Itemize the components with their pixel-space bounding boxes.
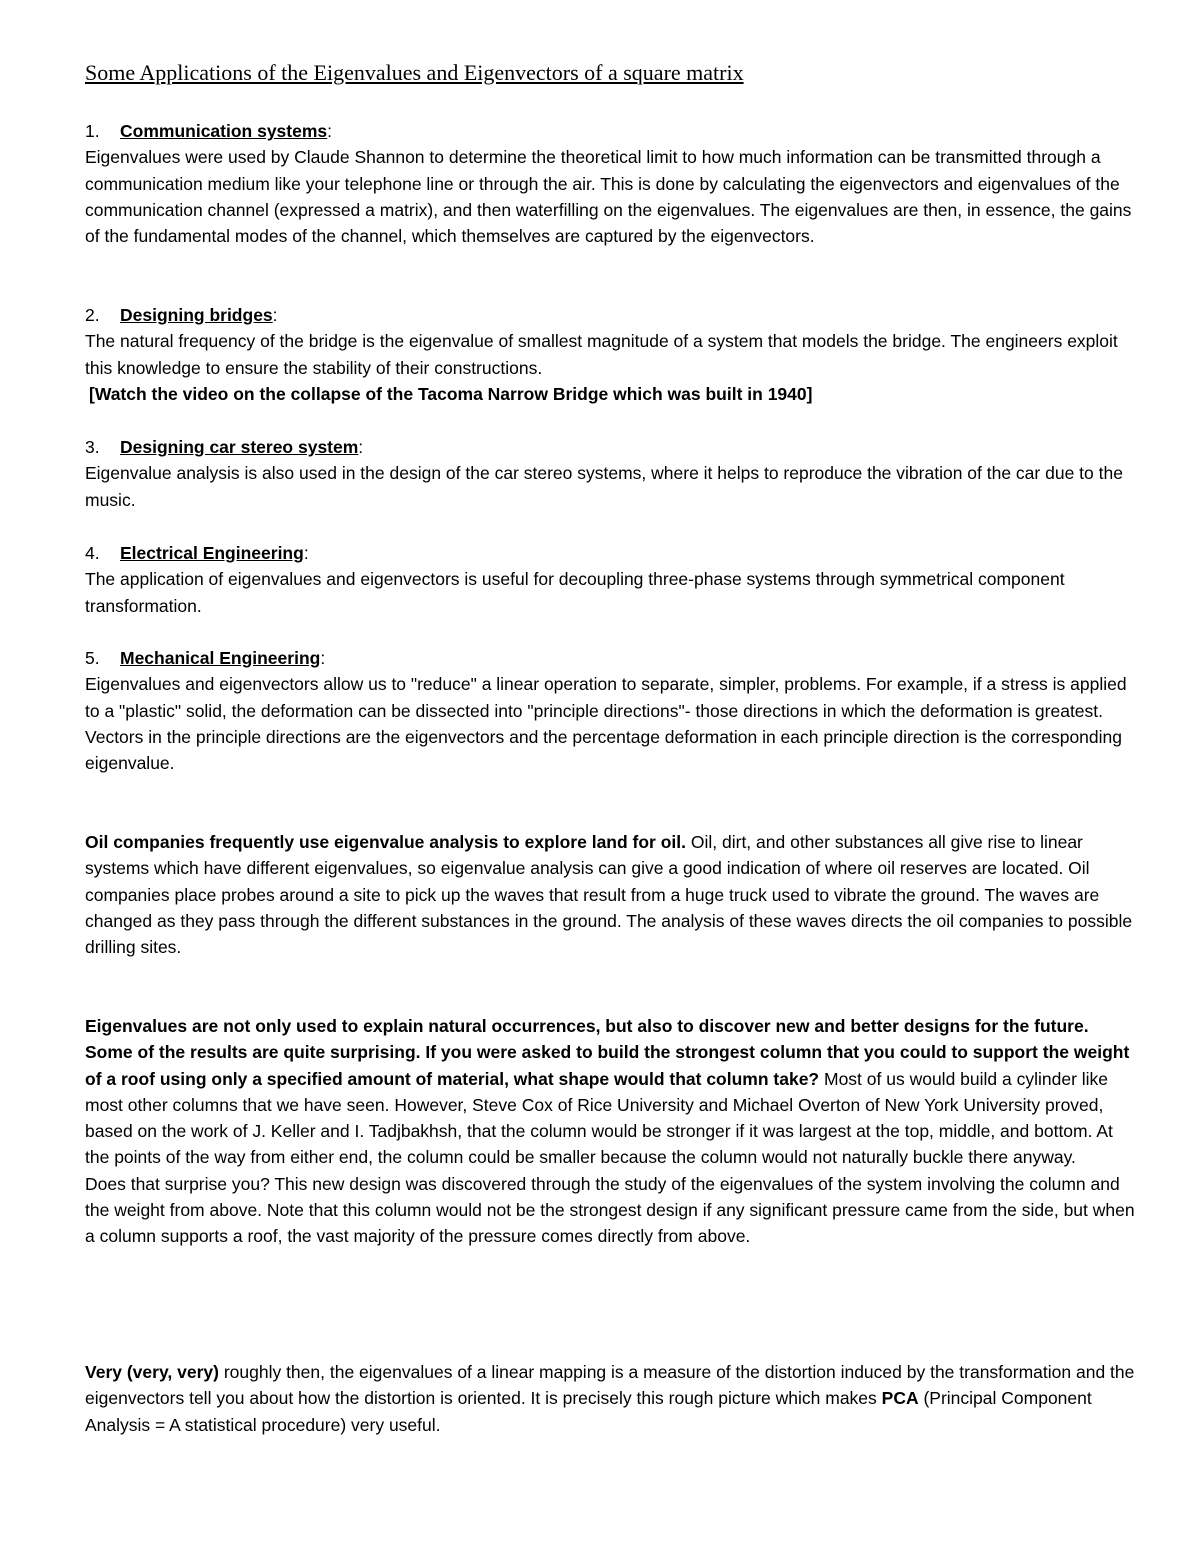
column-text: Most of us would build a cylinder like most other columns that we have seen. However, Steve Cox of Rice University and Michael Overton of New York University proved, based on the work of J. Keller and I. Tadjbakhsh, that the column would be stronger if it was largest at the top, middle, and bottom. At the points of the way from either end, the column could be smaller because the column would not naturally buckle there anyway. [85, 1068, 1113, 1168]
section-communication-systems [85, 118, 1135, 249]
pca-lead: Very (very, very) [85, 1362, 219, 1382]
pca-end: (Principal Component Analysis = A statistical procedure) very useful. [85, 1388, 1092, 1435]
section-designing-bridges [85, 302, 1135, 407]
section-heading: 4. Electrical Engineering : [85, 540, 1135, 566]
pca-paragraph [85, 1359, 1135, 1438]
section-title: Designing car stereo system [120, 437, 359, 457]
section-number: 3. [85, 437, 100, 457]
section-body: The natural frequency of the bridge is the eigenvalue of smallest magnitude of a system that models the bridge. The engineers exploit this knowledge to ensure the stability of their constructions. [85, 331, 1118, 378]
section-body: Eigenvalue analysis is also used in the design of the car stereo systems, where it helps to reproduce the vibration of the car due to the music. [85, 463, 1123, 510]
section-heading: 1. Communication systems : [85, 118, 1135, 144]
section-title: Designing bridges [120, 305, 273, 325]
oil-text: Oil, dirt, and other substances all give rise to linear systems which have different eigenvalues, so eigenvalue analysis can give a good indication of where oil reserves are located. Oil companies place probes around a site to pick up the waves that result from a huge truck used to vibrate the ground. The waves are changed as they pass through the different substances in the ground. The analysis of these waves directs the oil companies to possible drilling sites. [85, 832, 1133, 958]
section-body: Eigenvalues and eigenvectors allow us to "reduce" a linear operation to separate, simpler, problems. For example, if a stress is applied to a "plastic" solid, the deformation can be dissected into "principle directions"- those directions in which the deformation is greatest. Vectors in the principle directions are the eigenvectors and the percentage deformation in each principle direction is the corresponding eigenvalue. [85, 674, 1127, 774]
section-body: Eigenvalues were used by Claude Shannon to determine the theoretical limit to how much information can be transmitted through a communication medium like your telephone line or through the air. This is done by calculating the eigenvectors and eigenvalues of the communication channel (expressed a matrix), and then waterfilling on the eigenvalues. The eigenvalues are then, in essence, the gains of the fundamental modes of the channel, which themselves are captured by the eigenvectors. [85, 147, 1132, 247]
pca-text: roughly then, the eigenvalues of a linear mapping is a measure of the distortion induced by the transformation and the eigenvectors tell you about how the distortion is oriented. It is precisely this rough picture which makes [85, 1362, 1135, 1409]
column-lead: Eigenvalues are not only used to explain natural occurrences, but also to discover new and better designs for the future. Some of the results are quite surprising. If you were asked to build the strongest column that you could to support the weight of a roof using only a specified amount of material, what shape would that column take? [85, 1016, 1130, 1089]
section-number: 4. [85, 543, 100, 563]
column-followup: Does that surprise you? This new design was discovered through the study of the eigenvalues of the system involving the column and the weight from above. Note that this column would not be the strongest design if any significant pressure came from the side, but when a column supports a roof, the vast majority of the pressure comes directly from above. [85, 1173, 1135, 1247]
section-electrical-engineering [85, 540, 1135, 619]
section-heading: 2. Designing bridges : [85, 302, 1135, 328]
section-heading: 3. Designing car stereo system : [85, 434, 1135, 460]
page-title: Some Applications of the Eigenvalues and Eigenvectors of a square matrix [85, 60, 744, 85]
video-note: [Watch the video on the collapse of the Tacoma Narrow Bridge which was built in 1940] [89, 383, 813, 404]
section-number: 2. [85, 305, 100, 325]
section-body: The application of eigenvalues and eigenvectors is useful for decoupling three-phase systems through symmetrical component transformation. [85, 569, 1065, 616]
section-car-stereo [85, 434, 1135, 513]
column-paragraph [85, 1013, 1135, 1250]
pca-term: PCA [881, 1388, 919, 1409]
section-mechanical-engineering [85, 645, 1135, 776]
oil-lead: Oil companies frequently use eigenvalue analysis to explore land for oil. [85, 832, 687, 852]
section-heading: 5. Mechanical Engineering : [85, 645, 1135, 671]
section-number: 1. [85, 121, 100, 141]
oil-paragraph [85, 829, 1135, 960]
section-title: Communication systems [120, 121, 328, 141]
section-title: Mechanical Engineering [120, 648, 321, 668]
section-number: 5. [85, 648, 100, 668]
section-title: Electrical Engineering [120, 543, 304, 563]
